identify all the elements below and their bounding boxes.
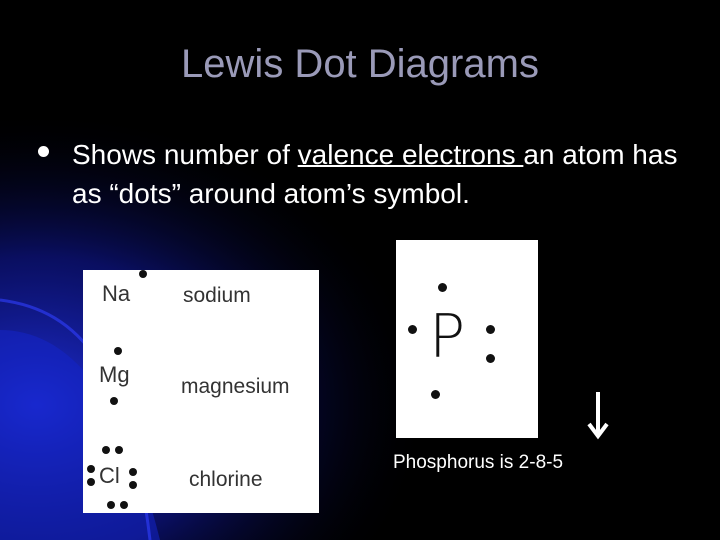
element-symbol-mg: Mg bbox=[99, 362, 130, 387]
slide-title: Lewis Dot Diagrams bbox=[181, 42, 539, 86]
electron-dot bbox=[114, 347, 122, 355]
element-symbol-p: P bbox=[429, 302, 466, 372]
electron-dot bbox=[87, 465, 95, 473]
bullet-text-before: Shows number of bbox=[72, 139, 298, 170]
electron-dot bbox=[438, 283, 447, 292]
bullet-text bbox=[72, 135, 698, 213]
lewis-examples-figure bbox=[83, 270, 319, 513]
electron-dot bbox=[115, 446, 123, 454]
phosphorus-caption: Phosphorus is 2-8-5 bbox=[393, 452, 564, 473]
electron-dot bbox=[139, 270, 147, 278]
electron-dot bbox=[129, 468, 137, 476]
element-name-magnesium: magnesium bbox=[181, 375, 290, 398]
element-name-sodium: sodium bbox=[183, 284, 251, 307]
electron-dot bbox=[129, 481, 137, 489]
electron-dot bbox=[431, 390, 440, 399]
bullet-item bbox=[38, 135, 698, 213]
electron-dot bbox=[107, 501, 115, 509]
electron-dot bbox=[120, 501, 128, 509]
down-arrow-icon bbox=[586, 390, 610, 440]
element-symbol-cl: Cl bbox=[99, 463, 120, 488]
electron-dot bbox=[102, 446, 110, 454]
bullet-text-underlined: valence electrons bbox=[297, 139, 524, 170]
electron-dot bbox=[486, 325, 495, 334]
bullet-dot-icon bbox=[38, 146, 49, 157]
electron-dot bbox=[110, 397, 118, 405]
element-name-chlorine: chlorine bbox=[189, 468, 263, 491]
phosphorus-lewis-figure bbox=[396, 240, 538, 438]
electron-dot bbox=[87, 478, 95, 486]
bullet-text-after: an atom has as “dots” around atom’s symbol. bbox=[72, 139, 678, 209]
electron-dot bbox=[408, 325, 417, 334]
element-symbol-na: Na bbox=[102, 281, 131, 306]
electron-dot bbox=[486, 354, 495, 363]
